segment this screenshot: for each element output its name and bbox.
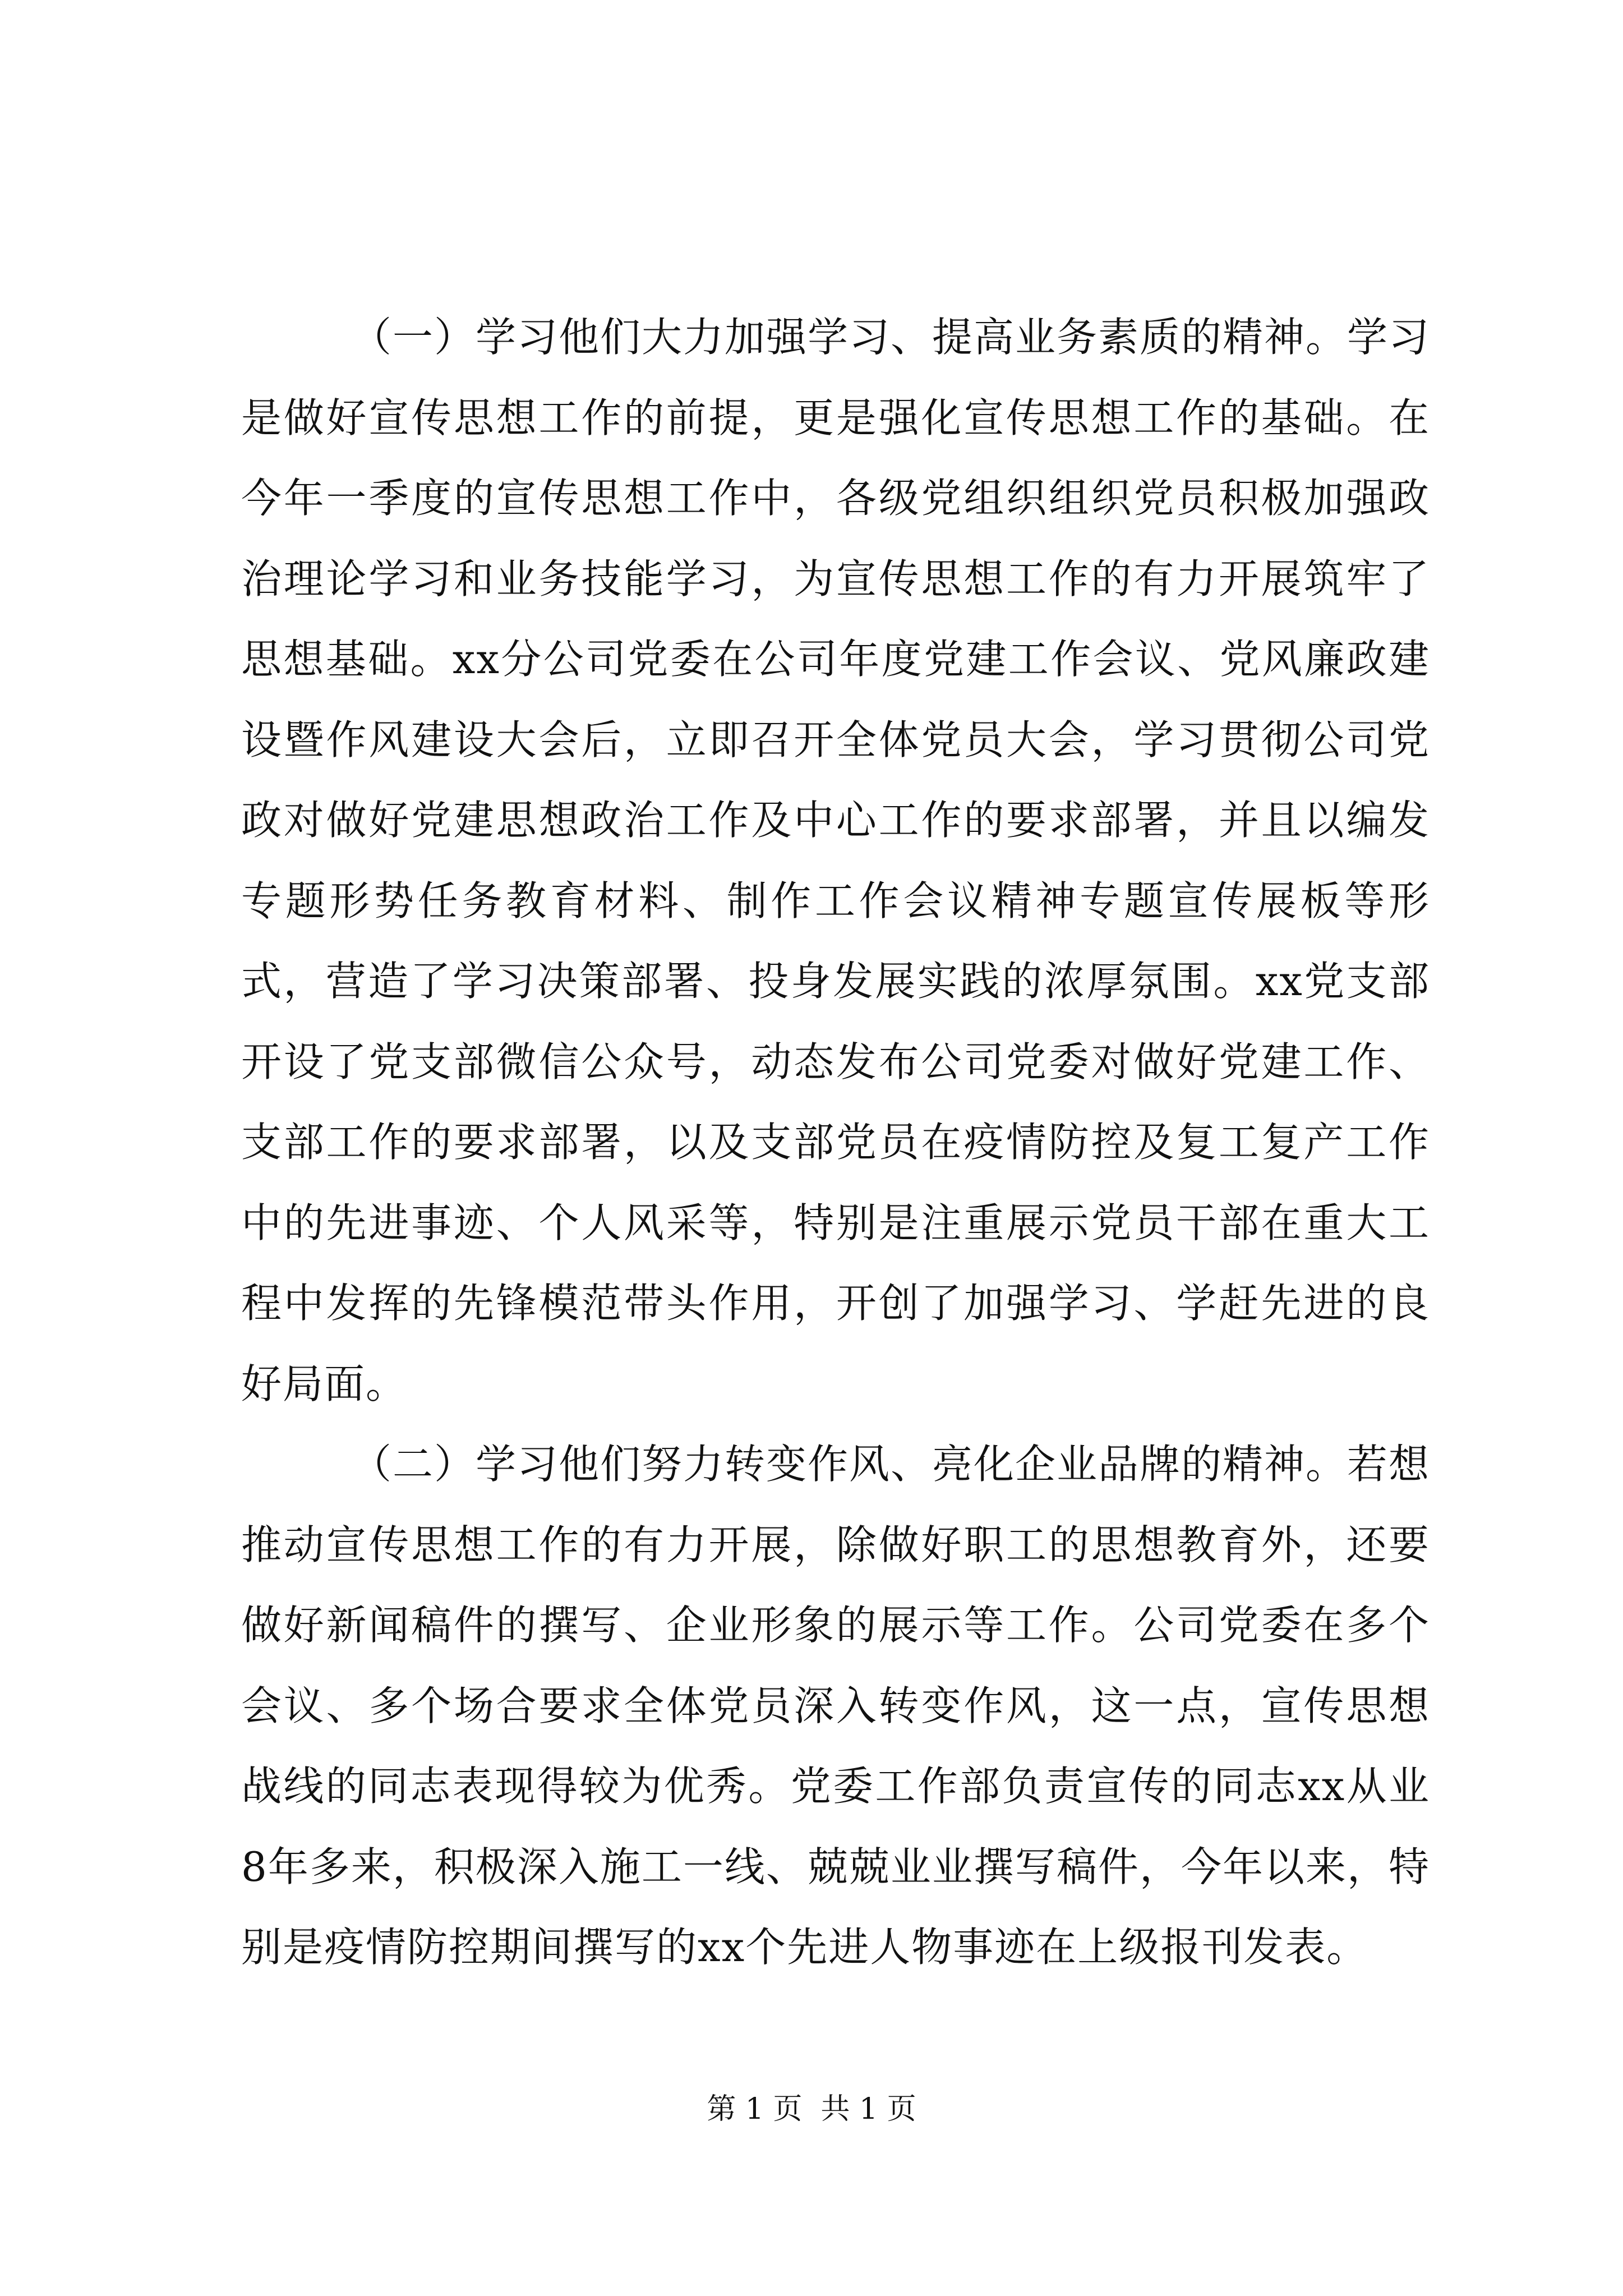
paragraph-2: （二）学习他们努力转变作风、亮化企业品牌的精神。若想推动宣传思想工作的有力开展，除做好职工的思想教育外，还要做好新闻稿件的撰写、企业形象的展示等工作。公司党委在多个会议、多个场合要求全体党员深入转变作风，这一点，宣传思想战线的同志表现得较为优秀。党委工作部负责宣传的同志xx从业8年多来，积极深入施工一线、兢兢业业撰写稿件，今年以来，特别是疫情防控期间撰写的xx个先进人物事迹在上级报刊发表。 (241, 1441, 1431, 1971)
page-footer (0, 2090, 1623, 2129)
paragraph-1: （一）学习他们大力加强学习、提高业务素质的精神。学习是做好宣传思想工作的前提，更是强化宣传思想工作的基础。在今年一季度的宣传思想工作中，各级党组织组织党员积极加强政治理论学习和业务技能学习，为宣传思想工作的有力开展筑牢了思想基础。xx分公司党委在公司年度党建工作会议、党风廉政建设暨作风建设大会后，立即召开全体党员大会，学习贯彻公司党政对做好党建思想政治工作及中心工作的要求部署，并且以编发专题形势任务教育材料、制作工作会议精神专题宣传展板等形式，营造了学习决策部署、投身发展实践的浓厚氛围。xx党支部开设了党支部微信公众号，动态发布公司党委对做好党建工作、支部工作的要求部署，以及支部党员在疫情防控及复工复产工作中的先进事迹、个人风采等，特别是注重展示党员干部在重大工程中发挥的先锋模范带头作用，开创了加强学习、学赶先进的良好局面。 (241, 314, 1431, 1407)
page-number: 第 1 页 共 1 页 (707, 2092, 916, 2126)
document-body (241, 297, 1430, 1988)
